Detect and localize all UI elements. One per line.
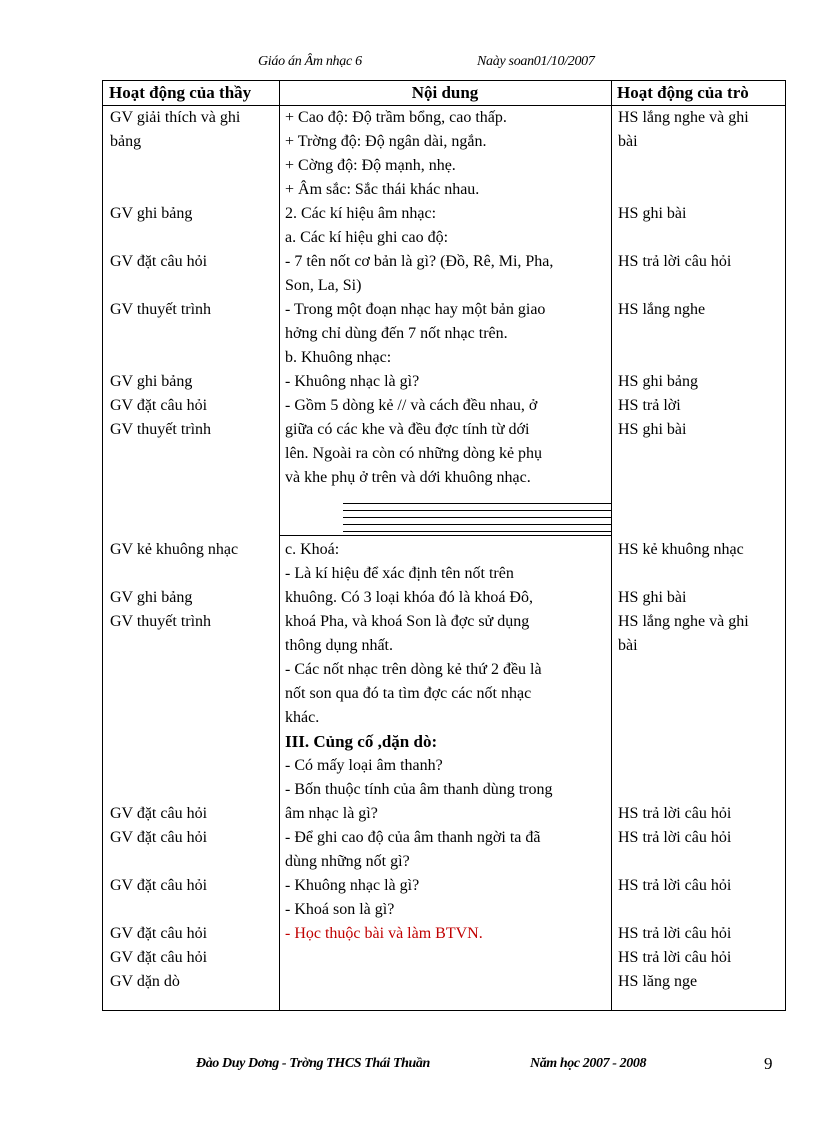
footer-school-year: Năm học 2007 - 2008 [530, 1056, 647, 1071]
content-line: Son, La, Si) [285, 277, 362, 294]
student-activity: HS trả lời câu hỏi [618, 949, 732, 966]
content-line: c. Khoá: [285, 541, 340, 558]
content-line: + Cờng độ: Độ mạnh, nhẹ. [285, 157, 456, 174]
content-line: b. Khuông nhạc: [285, 349, 392, 366]
content-line: - Là kí hiệu để xác định tên nốt trên [285, 565, 514, 582]
content-line: thông dụng nhất. [285, 637, 393, 654]
page-header [0, 54, 816, 74]
staff-line [343, 531, 611, 532]
homework-line: - Học thuộc bài và làm BTVN. [285, 925, 483, 942]
student-activity: HS ghi bài [618, 205, 687, 222]
teacher-activity: GV kẻ khuông nhạc [110, 541, 239, 558]
section-heading: III. Củng cố ,dặn dò: [285, 732, 438, 751]
column-header-teacher: Hoạt động của thầy [109, 83, 252, 102]
student-activity: HS lắng nghe [618, 301, 706, 318]
content-line: và khe phụ ở trên và dới khuông nhạc. [285, 469, 531, 486]
student-activity: HS lắng nghe và ghi [618, 613, 749, 630]
content-line: + Trờng độ: Độ ngân dài, ngắn. [285, 133, 487, 150]
content-line: + Cao độ: Độ trầm bổng, cao thấp. [285, 109, 507, 126]
student-activity: HS ghi bài [618, 589, 687, 606]
student-activity: HS trả lời câu hỏi [618, 829, 732, 846]
content-line: khác. [285, 709, 320, 726]
teacher-activity: GV dặn dò [110, 973, 180, 990]
content-line: âm nhạc là gì? [285, 805, 378, 822]
content-line: 2. Các kí hiệu âm nhạc: [285, 205, 437, 222]
student-activity: bài [618, 133, 638, 150]
student-activity: HS trả lời câu hỏi [618, 925, 732, 942]
teacher-activity: GV đặt câu hỏi [110, 925, 208, 942]
content-line: - Khoá son là gì? [285, 901, 395, 918]
page-footer [0, 1056, 816, 1076]
content-line: - Có mấy loại âm thanh? [285, 757, 443, 774]
student-activity: HS trả lời câu hỏi [618, 253, 732, 270]
page-number: 9 [764, 1054, 773, 1073]
content-line: - Trong một đoạn nhạc hay một bản giao [285, 301, 546, 318]
staff-line [343, 524, 611, 525]
teacher-activity: GV đặt câu hỏi [110, 877, 208, 894]
column-divider [611, 81, 612, 1010]
student-activity: HS trả lời câu hỏi [618, 805, 732, 822]
content-line: lên. Ngoài ra còn có những dòng kẻ phụ [285, 445, 543, 462]
staff-line [343, 517, 611, 518]
teacher-activity: GV ghi bảng [110, 373, 193, 390]
content-line: - Bốn thuộc tính của âm thanh dùng trong [285, 781, 553, 798]
music-staff [343, 503, 611, 533]
teacher-activity: GV đặt câu hỏi [110, 805, 208, 822]
content-line: - Các nốt nhạc trên dòng kẻ thứ 2 đều là [285, 661, 542, 678]
content-line: - Khuông nhạc là gì? [285, 877, 420, 894]
teacher-activity: GV ghi bảng [110, 589, 193, 606]
student-activity: HS trả lời câu hỏi [618, 877, 732, 894]
footer-author: Đào Duy Dơng - Trờng THCS Thái Thuần [196, 1056, 430, 1071]
content-line: - Gồm 5 dòng kẻ // và cách đều nhau, ở [285, 397, 538, 414]
content-line: khoá Pha, và khoá Son là đợc sử dụng [285, 613, 530, 630]
student-activity: HS ghi bài [618, 421, 687, 438]
content-line: khuông. Có 3 loại khóa đó là khoá Đô, [285, 589, 533, 606]
teacher-activity: GV ghi bảng [110, 205, 193, 222]
content-line: nốt son qua đó ta tìm đợc các nốt nhạc [285, 685, 532, 702]
content-line: - Khuông nhạc là gì? [285, 373, 420, 390]
teacher-activity: GV đặt câu hỏi [110, 397, 208, 414]
student-activity: HS ghi bảng [618, 373, 698, 390]
content-line: dùng những nốt gì? [285, 853, 410, 870]
teacher-activity: GV đặt câu hỏi [110, 949, 208, 966]
student-activity: HS kẻ khuông nhạc [618, 541, 744, 558]
content-line: a. Các kí hiệu ghi cao độ: [285, 229, 449, 246]
student-activity: HS lăng nge [618, 973, 698, 990]
staff-divider [279, 535, 611, 536]
column-header-student: Hoạt động của trò [617, 83, 749, 102]
header-date: Naày soan01/10/2007 [477, 54, 595, 69]
content-line: hởng chỉ dùng đến 7 nốt nhạc trên. [285, 325, 508, 342]
teacher-activity: GV thuyết trình [110, 301, 212, 318]
content-line: + Âm sắc: Sắc thái khác nhau. [285, 181, 480, 198]
teacher-activity: GV giải thích và ghi [110, 109, 241, 126]
teacher-activity: GV đặt câu hỏi [110, 829, 208, 846]
student-activity: HS trả lời [618, 397, 681, 414]
student-activity: bài [618, 637, 638, 654]
content-line: - Để ghi cao độ của âm thanh ngời ta đã [285, 829, 541, 846]
lesson-table [102, 80, 786, 1011]
header-title: Giáo án Âm nhạc 6 [258, 54, 362, 69]
teacher-activity: GV đặt câu hỏi [110, 253, 208, 270]
content-line: - 7 tên nốt cơ bản là gì? (Đồ, Rê, Mi, Pha, [285, 253, 554, 270]
staff-line [343, 510, 611, 511]
column-header-content: Nội dung [411, 83, 479, 102]
teacher-activity: GV thuyết trình [110, 613, 212, 630]
content-line: giữa có các khe và đều đợc tính từ dới [285, 421, 530, 438]
teacher-activity: GV thuyết trình [110, 421, 212, 438]
column-divider [279, 81, 280, 1010]
teacher-activity: bảng [110, 133, 142, 150]
staff-line [343, 503, 611, 504]
student-activity: HS lắng nghe và ghi [618, 109, 749, 126]
